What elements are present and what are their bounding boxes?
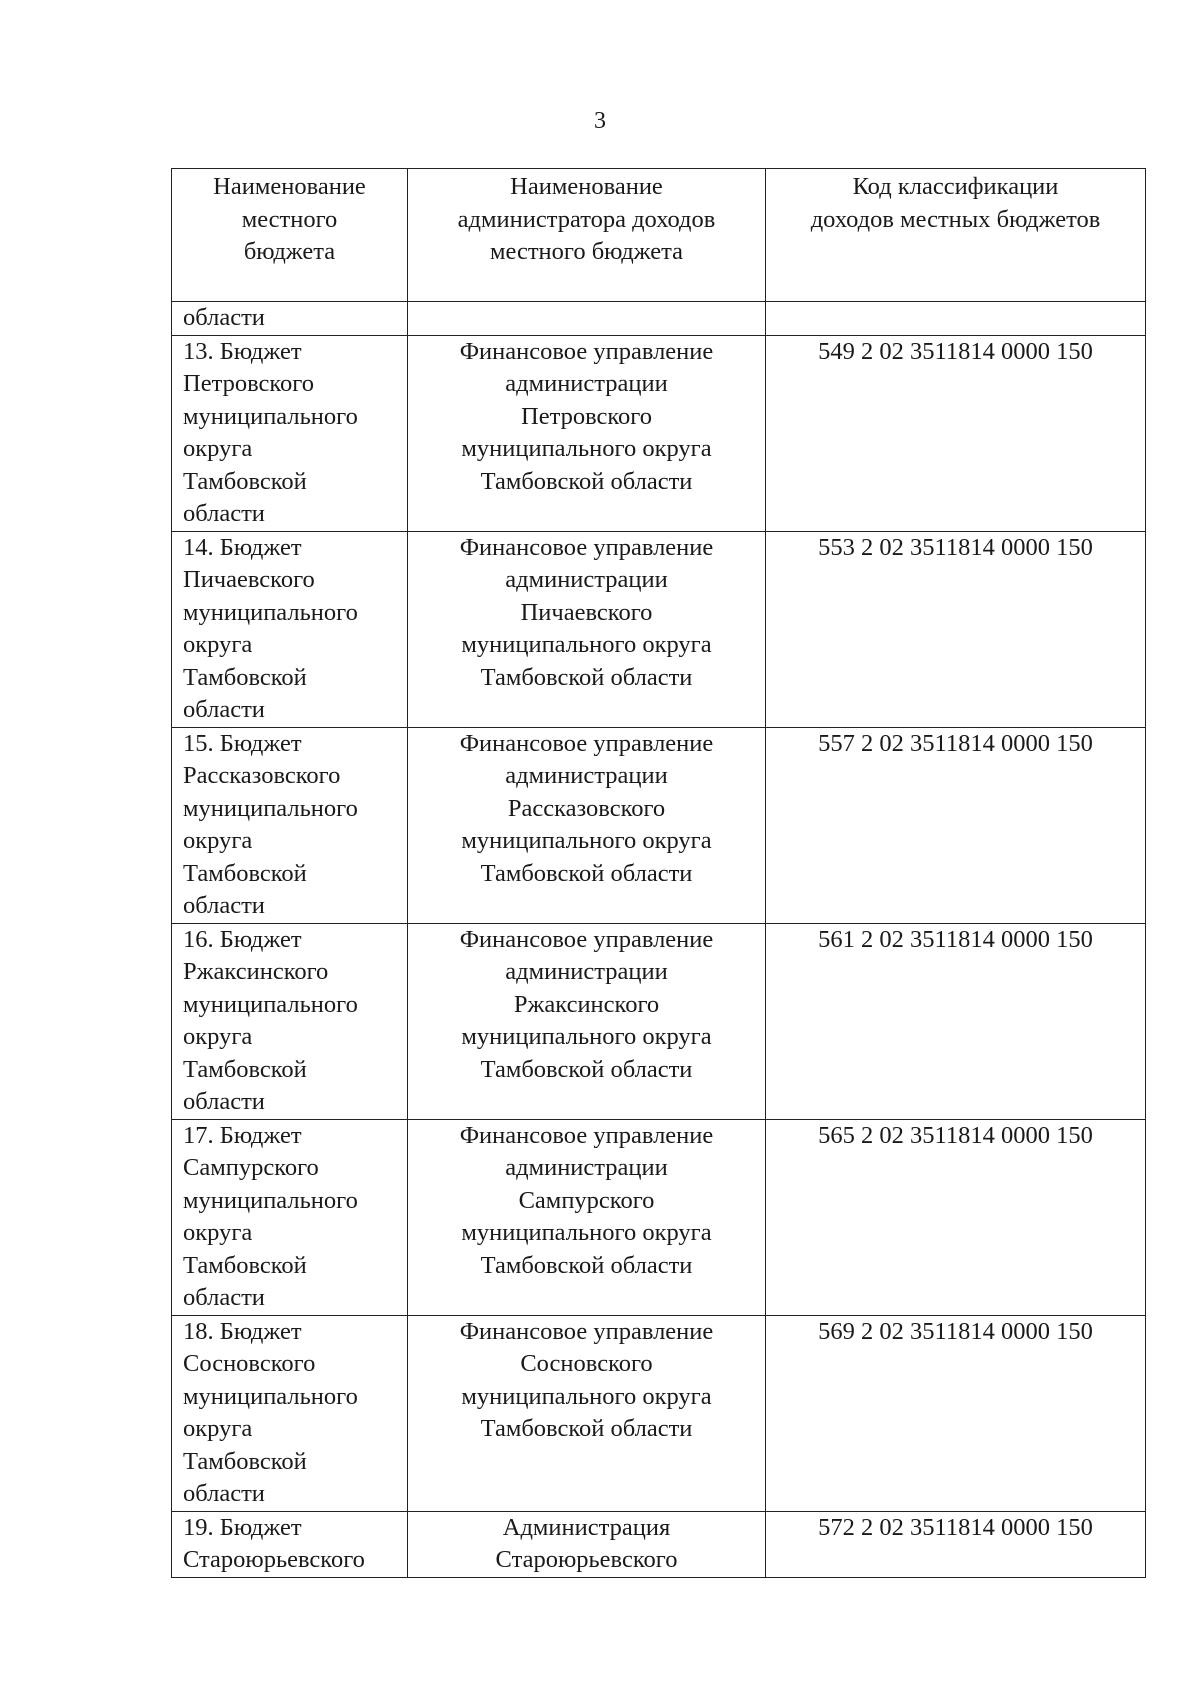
cell-budget-name: 19. Бюджет Староюрьевского (172, 1511, 408, 1577)
header-administrator: Наименование администратора доходов местного бюджета (408, 169, 766, 302)
table-row (172, 1315, 1146, 1511)
table-row (172, 335, 1146, 531)
cell-classification-code: 569 2 02 3511814 0000 150 (766, 1315, 1146, 1511)
cell-classification-code: 557 2 02 3511814 0000 150 (766, 727, 1146, 923)
cell-budget-name: 17. Бюджет Сампурского муниципального округа Тамбовской области (172, 1119, 408, 1315)
table-row (172, 1119, 1146, 1315)
cell-budget-name: 15. Бюджет Рассказовского муниципального округа Тамбовской области (172, 727, 408, 923)
page-number: 3 (594, 108, 606, 134)
budget-revenue-table (171, 168, 1146, 1578)
cell-administrator: Финансовое управление администрации Сампурского муниципального округа Тамбовской области (408, 1119, 766, 1315)
cell-classification-code (766, 302, 1146, 336)
cell-administrator: Финансовое управление администрации Пичаевского муниципального округа Тамбовской области (408, 531, 766, 727)
table-header-row (172, 169, 1146, 302)
cell-administrator: Финансовое управление администрации Рассказовского муниципального округа Тамбовской области (408, 727, 766, 923)
cell-administrator: Финансовое управление Сосновского муниципального округа Тамбовской области (408, 1315, 766, 1511)
table-row (172, 727, 1146, 923)
cell-administrator: Финансовое управление администрации Петровского муниципального округа Тамбовской области (408, 335, 766, 531)
table-row (172, 531, 1146, 727)
cell-administrator: Финансовое управление администрации Ржаксинского муниципального округа Тамбовской области (408, 923, 766, 1119)
table-row (172, 923, 1146, 1119)
cell-administrator (408, 302, 766, 336)
cell-budget-name: области (172, 302, 408, 336)
table-row-continuation (172, 302, 1146, 336)
table-row (172, 1511, 1146, 1577)
cell-budget-name: 16. Бюджет Ржаксинского муниципального округа Тамбовской области (172, 923, 408, 1119)
cell-classification-code: 565 2 02 3511814 0000 150 (766, 1119, 1146, 1315)
cell-administrator: Администрация Староюрьевского (408, 1511, 766, 1577)
header-classification-code: Код классификации доходов местных бюджетов (766, 169, 1146, 302)
cell-budget-name: 14. Бюджет Пичаевского муниципального округа Тамбовской области (172, 531, 408, 727)
header-budget-name: Наименование местного бюджета (172, 169, 408, 302)
cell-classification-code: 561 2 02 3511814 0000 150 (766, 923, 1146, 1119)
cell-budget-name: 13. Бюджет Петровского муниципального округа Тамбовской области (172, 335, 408, 531)
cell-classification-code: 549 2 02 3511814 0000 150 (766, 335, 1146, 531)
cell-classification-code: 572 2 02 3511814 0000 150 (766, 1511, 1146, 1577)
cell-classification-code: 553 2 02 3511814 0000 150 (766, 531, 1146, 727)
cell-budget-name: 18. Бюджет Сосновского муниципального округа Тамбовской области (172, 1315, 408, 1511)
